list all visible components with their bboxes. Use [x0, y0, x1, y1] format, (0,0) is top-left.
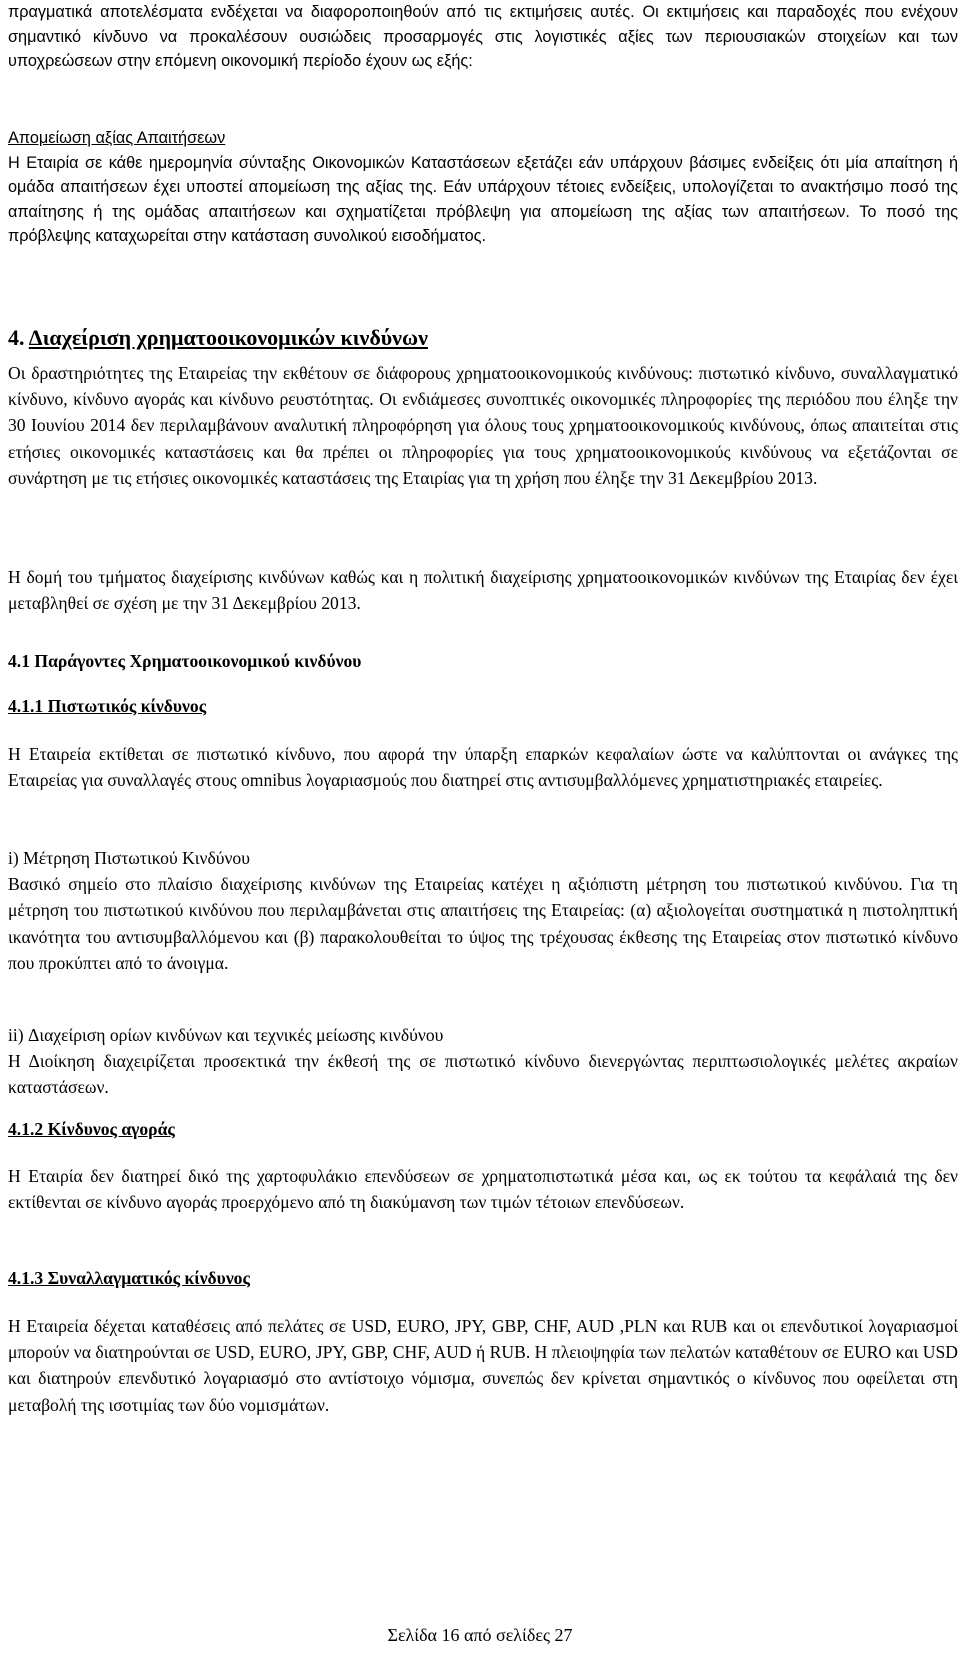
impairment-paragraph: Η Εταιρία σε κάθε ημερομηνία σύνταξης Οικονομικών Καταστάσεων εξετάζει εάν υπάρχουν βάσιμες ενδείξεις ότι μία απαίτηση ή ομάδα απαιτήσεων έχει υποστεί απομείωση της αξίας της. Εάν υπάρχουν τέτοιες ενδείξεις, υπολογίζεται το ανακτήσιμο ποσό της απαίτησης ή της ομάδας απαιτήσεων και σχηματίζεται πρόβλεψη για απομείωση της αξίας των απαιτήσεων. Το ποσό της πρόβλεψης καταχωρείται στην κατάσταση συνολικού εισοδήματος. — [8, 153, 958, 245]
credit-risk-measurement-title: i) Μέτρηση Πιστωτικού Κινδύνου — [8, 848, 250, 868]
risk-limits-management — [8, 1022, 958, 1101]
section-4-1-2-heading: 4.1.2 Κίνδυνος αγοράς — [8, 1119, 175, 1139]
currency-risk-paragraph: Η Εταιρεία δέχεται καταθέσεις από πελάτες σε USD, EURO, JPY, GBP, CHF, AUD ,PLN και RUB και οι επενδυτικοί λογαριασμοί μπορούν να διατηρούνται σε USD, EURO, JPY, GBP, CHF, AUD ή RUB. Η πλειοψηφία των πελατών καταθέτουν σε EURO και USD και διατηρούν επενδυτικό λογαριασμό στο αντίστοιχο νόμισμα, συνεπώς δεν κρίνεται σημαντικός ο κίνδυνος που οφείλεται στη μεταβολή της ισοτιμίας των δύο νομισμάτων. — [8, 1316, 958, 1415]
section-4-paragraph-1: Οι δραστηριότητες της Εταιρείας την εκθέτουν σε διάφορους χρηματοοικονομικούς κινδύνους: πιστωτικό κίνδυνο, συναλλαγματικό κίνδυνο, κίνδυνο αγοράς και κίνδυνο ρευστότητας. Οι ενδιάμεσες συνοπτικές οικονομικές πληροφορίες της περιόδου που έληξε την 30 Ιουνίου 2014 δεν περιλαμβάνουν αναλυτική πληροφόρηση για όλους τους χρηματοοικονομικούς κινδύνους, όπως απαιτείται στις ετήσιες οικονομικές καταστάσεις και θα πρέπει οι πληροφορίες για τους χρηματοοικονομικούς κινδύνους να εξετάζονται σε συνάρτηση με τις ετήσιες οικονομικές καταστάσεις της Εταιρίας για τη χρήση που έληξε την 31 Δεκεμβρίου 2013. — [8, 363, 958, 488]
section-4-1-3-heading: 4.1.3 Συναλλαγματικός κίνδυνος — [8, 1268, 250, 1288]
impairment-heading: Απομείωση αξίας Απαιτήσεων — [8, 129, 226, 147]
credit-risk-paragraph: Η Εταιρεία εκτίθεται σε πιστωτικό κίνδυνο, που αφορά την ύπαρξη επαρκών κεφαλαίων ώστε να καλύπτονται οι ανάγκες της Εταιρείας για συναλλαγές στους omnibus λογαριασμούς που διατηρεί στις αντισυμβαλλόμενες χρηματιστηριακές εταιρείες. — [8, 744, 958, 791]
page-footer: Σελίδα 16 από σελίδες 27 — [387, 1625, 573, 1645]
section-4-heading — [8, 324, 428, 352]
market-risk-paragraph: Η Εταιρία δεν διατηρεί δικό της χαρτοφυλάκιο επενδύσεων σε χρηματοπιστωτικά μέσα και, ως εκ τούτου τα κεφάλαιά της δεν εκτίθενται σε κίνδυνο αγοράς προερχόμενο από τη διακύμανση των τιμών τέτοιων επενδύσεων. — [8, 1166, 958, 1213]
risk-limits-text: Η Διοίκηση διαχειρίζεται προσεκτικά την έκθεσή της σε πιστωτικό κίνδυνο διενεργώντας περιπτωσιολογικές μελέτες ακραίων καταστάσεων. — [8, 1051, 958, 1098]
intro-paragraph: πραγματικά αποτελέσματα ενδέχεται να διαφοροποιηθούν από τις εκτιμήσεις αυτές. Οι εκτιμήσεις και παραδοχές που ενέχουν σημαντικό κίνδυνο να προκαλέσουν ουσιώδεις προσαρμογές στις λογιστικές αξίες των περιουσιακών στοιχείων και των υποχρεώσεων στην επόμενη οικονομική περίοδο έχουν ως εξής: — [8, 3, 958, 70]
risk-limits-title: ii) Διαχείριση ορίων κινδύνων και τεχνικές μείωσης κινδύνου — [8, 1025, 444, 1045]
section-4-paragraph-2: Η δομή του τμήματος διαχείρισης κινδύνων καθώς και η πολιτική διαχείρισης χρηματοοικονομικών κινδύνων της Εταιρίας δεν έχει μεταβληθεί σε σχέση με την 31 Δεκεμβρίου 2013. — [8, 567, 958, 614]
section-4-number: 4. — [8, 325, 25, 350]
credit-risk-measurement-text: Βασικό σημείο στο πλαίσιο διαχείρισης κινδύνων της Εταιρείας κατέχει η αξιόπιστη μέτρηση του πιστωτικού κινδύνου. Για τη μέτρηση του πιστωτικού κινδύνου που περιλαμβάνεται στις απαιτήσεις της Εταιρείας: (α) αξιολογείται συστηματικά η πιστοληπτική ικανότητα του αντισυμβαλλόμενου και (β) παρακολουθείται το ύψος της τρέχουσας έκθεσης της Εταιρείας στον πιστωτικό κίνδυνο που προκύπτει από το άνοιγμα. — [8, 874, 958, 973]
section-4-1-heading: 4.1 Παράγοντες Χρηματοοικονομικού κινδύνου — [8, 651, 362, 671]
section-4-1-1-heading: 4.1.1 Πιστωτικός κίνδυνος — [8, 696, 207, 716]
section-4-title: Διαχείριση χρηματοοικονομικών κινδύνων — [28, 325, 428, 350]
impairment-section — [8, 126, 958, 249]
credit-risk-measurement — [8, 845, 958, 976]
